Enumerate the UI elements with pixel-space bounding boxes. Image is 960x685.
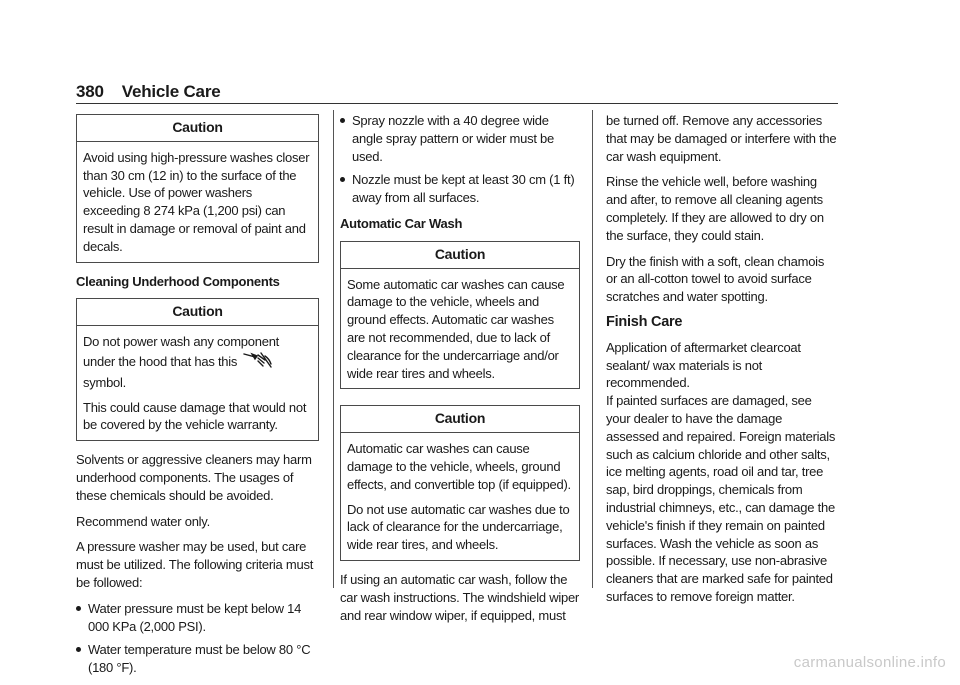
section-title: Vehicle Care — [121, 82, 221, 101]
criteria-list-continued — [340, 112, 580, 207]
caution-text-before-icon: Do not power wash any component under the hood that has this — [83, 334, 280, 369]
caution-box-underhood — [76, 298, 319, 441]
caution-text: Some automatic car washes can cause damage to the vehicle, wheels and ground effects. Automatic car washes are not recommended, due to lack of clearance for the undercarriage and/or wide rear tires and wheels. — [347, 276, 565, 381]
caution-title: Caution — [77, 299, 318, 326]
caution-text-warranty: This could cause damage that would not be covered by the vehicle warranty. — [83, 399, 307, 433]
caution-text: Avoid using high-pressure washes closer than 30 cm (12 in) to the surface of the vehicle. Use of power washers exceeding 8 274 kPa (1,200 psi) can result in damage or removal of paint and decals. — [83, 149, 310, 254]
subheading-cleaning-underhood: Cleaning Underhood Components — [76, 273, 280, 289]
list-item: Water pressure must be kept below 14 000 KPa (2,000 PSI). — [76, 600, 319, 636]
column-divider-2 — [592, 110, 593, 588]
subheading-automatic-car-wash: Automatic Car Wash — [340, 215, 463, 231]
caution-text: Automatic car washes can cause damage to the vehicle, wheels, ground effects, and convertible top (if equipped). — [347, 441, 571, 492]
paragraph-painted-surfaces: If painted surfaces are damaged, see your dealer to have the damage assessed and repaired. Foreign materials such as calcium chloride and other salts, ice melting agents, road oil and tar, tree sap, bird droppings, chemicals from industrial chimneys, etc., can damage the vehicle's finish if they remain on painted surfaces. Wash the vehicle as soon as possible. If necessary, use non-abrasive cleaners that are marked safe for painted surfaces to remove foreign matter. — [606, 393, 836, 604]
column-divider-1 — [333, 110, 334, 588]
caution-text: Do not use automatic car washes due to lack of clearance for the undercarriage, wide rear tires, and wheels. — [347, 501, 570, 553]
paragraph-follow-instructions: If using an automatic car wash, follow the car wash instructions. The windshield wiper and rear window wiper, if equipped, must — [340, 571, 580, 623]
watermark: carmanualsonline.info — [793, 654, 946, 671]
column-1 — [76, 112, 319, 685]
caution-box-automatic-wash-2 — [340, 405, 580, 561]
caution-box-automatic-wash-1 — [340, 241, 580, 390]
column-3 — [606, 112, 838, 614]
subheading-finish-care: Finish Care — [606, 313, 683, 330]
page-header — [76, 82, 221, 102]
paragraph-clearcoat: Application of aftermarket clearcoat sealant/ wax materials is not recommended. — [606, 339, 801, 391]
paragraph-rinse: Rinse the vehicle well, before washing and after, to remove all cleaning agents completely. If they are allowed to dry on the surface, they could stain. — [606, 174, 824, 243]
paragraph-dry-finish: Dry the finish with a soft, clean chamois or an all-cotton towel to avoid surface scratches and water spotting. — [606, 253, 825, 305]
caution-text-after-icon: symbol. — [83, 374, 127, 390]
caution-title: Caution — [341, 406, 579, 433]
paragraph-solvents: Solvents or aggressive cleaners may harm underhood components. The usages of these chemicals should be avoided. — [76, 452, 312, 503]
list-item: Nozzle must be kept at least 30 cm (1 ft) away from all surfaces. — [340, 171, 580, 207]
caution-title: Caution — [341, 242, 579, 269]
list-item: Spray nozzle with a 40 degree wide angle spray pattern or wider must be used. — [340, 112, 580, 165]
caution-text-with-icon — [83, 333, 312, 391]
caution-title: Caution — [77, 115, 318, 142]
paragraph-pressure-washer: A pressure washer may be used, but care must be utilized. The following criteria must be followed: — [76, 539, 314, 590]
criteria-list — [76, 600, 319, 677]
list-item: Water temperature must be below 80 °C (180 °F). — [76, 641, 319, 677]
column-2 — [340, 112, 580, 632]
no-pressure-wash-icon — [243, 351, 273, 374]
paragraph-accessories: be turned off. Remove any accessories that may be damaged or interfere with the car wash equipment. — [606, 113, 837, 164]
header-rule — [76, 103, 838, 104]
caution-box-pressure-wash — [76, 114, 319, 263]
paragraph-recommend-water: Recommend water only. — [76, 513, 210, 529]
page-number: 380 — [76, 82, 104, 101]
